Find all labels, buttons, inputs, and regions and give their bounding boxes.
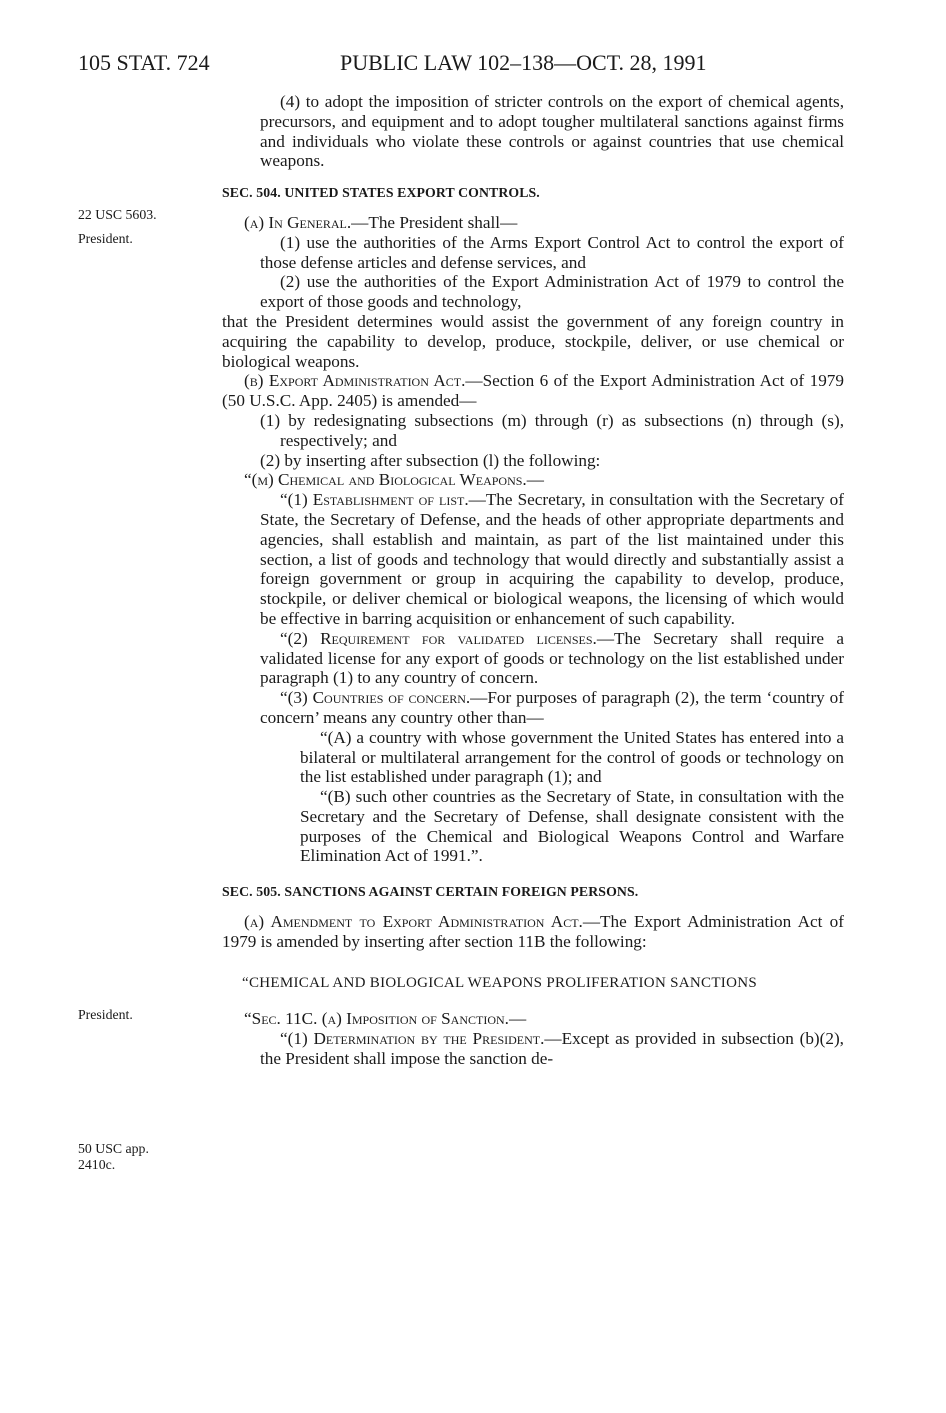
- subparagraph-A: “(A) a country with whose government the United States has entered into a bilateral or multilateral arrangement for the control of goods or technology on the list established under paragraph (1); and: [300, 727, 844, 787]
- paragraph-b2: (2) by inserting after subsection (l) the following:: [260, 450, 601, 470]
- running-title: PUBLIC LAW 102–138—OCT. 28, 1991: [340, 50, 707, 75]
- subparagraph-B: “(B) such other countries as the Secretary of State, in consultation with the Secretary and the Secretary of Defense, shall designate consistent with the purposes of the Chemical and Biological Weapons Control and Warfare Elimination Act of 1991.”.: [300, 787, 844, 866]
- body-text: [222, 92, 844, 1069]
- paragraph-m1-label: “(1) Establishment of list.: [280, 490, 469, 510]
- paragraph-m3-text: —For purposes of paragraph (2), the term ‘country of concern’ means any country other than—: [260, 688, 844, 727]
- section-11c-text: —: [508, 1009, 527, 1029]
- cbw-sanctions-heading: “CHEMICAL AND BIOLOGICAL WEAPONS PROLIFERATION SANCTIONS: [242, 974, 757, 991]
- paragraph-determination: [222, 1029, 844, 1069]
- paragraph-a1: (1) use the authorities of the Arms Export Control Act to control the export of those defense articles and defense services, and: [260, 232, 844, 272]
- margin-note-usc-app-line2: 2410c.: [78, 1157, 116, 1172]
- paragraph-m2-text: —The Secretary shall require a validated license for any export of goods or technology on the list established under paragraph (1) to any country of concern.: [260, 628, 844, 688]
- subsection-m-text: —: [526, 470, 544, 490]
- margin-note-president: President.: [78, 1007, 133, 1022]
- paragraph-m3-label: “(3) Countries of concern.: [280, 688, 471, 708]
- margin-note-usc-5603: 22 USC 5603.: [78, 207, 157, 222]
- paragraph-determination-label: “(1) Determination by the President.: [280, 1029, 545, 1049]
- paragraph-b1: (1) by redesignating subsections (m) through (r) as subsections (n) through (s), respectively; and: [260, 410, 844, 450]
- paragraph-m2-label: “(2) Requirement for validated licenses.: [280, 628, 597, 648]
- section-11c-label: “Sec. 11C. (a) Imposition of Sanction.: [244, 1009, 509, 1029]
- subsection-m: [222, 470, 844, 490]
- page-reference: 105 STAT. 724: [78, 50, 210, 75]
- section-504-heading: SEC. 504. UNITED STATES EXPORT CONTROLS.: [222, 185, 540, 201]
- subsection-a: [222, 213, 844, 233]
- subsection-b-text: —Section 6 of the Export Administration Act of 1979 (50 U.S.C. App. 2405) is amended—: [222, 371, 844, 411]
- subsection-m-label: “(m) Chemical and Biological Weapons.: [244, 470, 527, 490]
- subsection-a-text: —The President shall—: [351, 212, 518, 232]
- subsection-b-label: (b) Export Administration Act.: [244, 371, 466, 391]
- section-505-subsection-a: [222, 912, 844, 952]
- paragraph-m1-text: —The Secretary, in consultation with the Secretary of State, the Secretary of Defense, and the heads of other appropriate departments and agencies, shall establish and maintain, as part of the list maintained under this section, a list of goods and technology that would directly and substantially assist a foreign government or group in acquiring the capability to develop, produce, stockpile, or deliver chemical or biological weapons, the licensing of which would be effective in barring acquisition or enhancement of such capability.: [260, 490, 845, 628]
- paragraph-determination-text: —Except as provided in subsection (b)(2), the President shall impose the sanction de-: [260, 1029, 844, 1069]
- section-505-subsection-a-text: —The Export Administration Act of 1979 is amended by inserting after section 11B the following:: [222, 912, 844, 951]
- margin-note-usc-app-line1: 50 USC app.: [78, 1141, 149, 1156]
- paragraph-m3: [222, 688, 844, 728]
- margin-note-usc-app: [78, 1141, 149, 1173]
- paragraph-m1: [222, 490, 844, 629]
- section-505-heading: SEC. 505. SANCTIONS AGAINST CERTAIN FOREIGN PERSONS.: [222, 884, 639, 900]
- paragraph-m2: [222, 629, 844, 688]
- section-11c: [222, 1009, 844, 1029]
- subsection-a-label: (a) In General.: [244, 212, 352, 232]
- paragraph-4-continued: (4) to adopt the imposition of stricter controls on the export of chemical agents, precursors, and equipment and to adopt tougher multilateral sanctions against firms and individuals who violate these controls or against countries that use chemical weapons.: [260, 92, 844, 171]
- subsection-a-tail: that the President determines would assist the government of any foreign country in acquiring the capability to develop, produce, stockpile, deliver, or use chemical or biological weapons.: [222, 311, 844, 371]
- section-505-subsection-a-label: (a) Amendment to Export Administration Act.: [244, 912, 583, 932]
- paragraph-a2: (2) use the authorities of the Export Administration Act of 1979 to control the export of those goods and technology,: [260, 272, 844, 312]
- subsection-b: [222, 371, 844, 411]
- margin-note-president: President.: [78, 231, 133, 246]
